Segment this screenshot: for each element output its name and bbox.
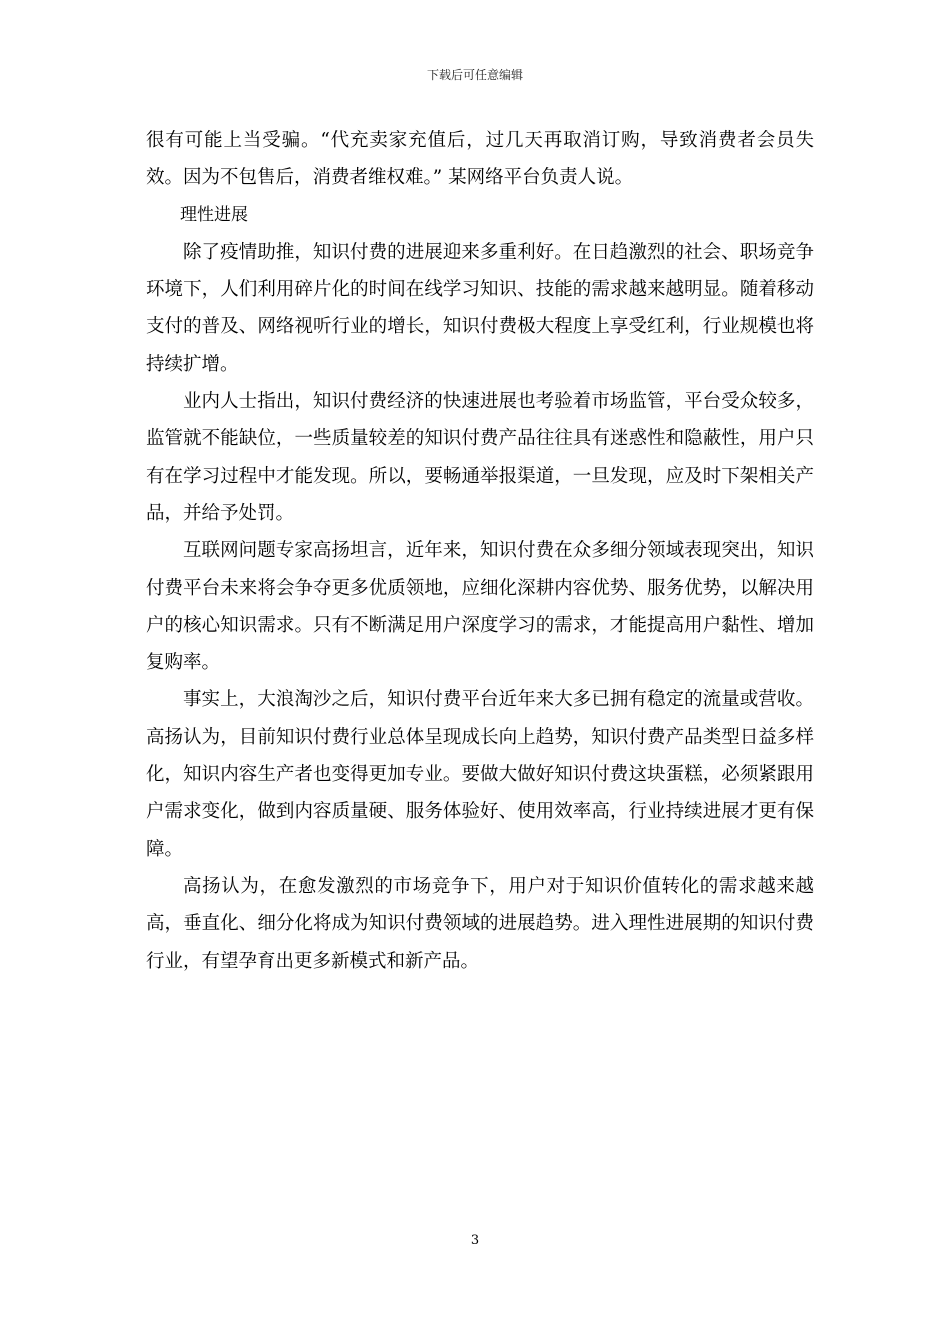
document-body: [146, 122, 814, 980]
page-number: 3: [470, 1233, 480, 1248]
continuation-paragraph: 很有可能上当受骗。“代充卖家充值后，过几天再取消订购，导致消费者会员失效。因为不包售后，消费者维权难。” 某网络平台负责人说。: [146, 130, 814, 189]
section-heading: 理性进展: [180, 204, 248, 225]
body-paragraph: 除了疫情助推，知识付费的进展迎来多重利好。在日趋激烈的社会、职场竞争环境下，人们利用碎片化的时间在线学习知识、技能的需求越来越明显。随着移动支付的普及、网络视听行业的增长，知识付费极大程度上享受红利，行业规模也将持续扩增。: [146, 241, 814, 375]
body-paragraph: 业内人士指出，知识付费经济的快速进展也考验着市场监管，平台受众较多，监管就不能缺位，一些质量较差的知识付费产品往往具有迷惑性和隐蔽性，用户只有在学习过程中才能发现。所以，要畅通举报渠道，一旦发现，应及时下架相关产品，并给予处罚。: [146, 391, 814, 524]
page-header: 下载后可任意编辑: [426, 68, 523, 82]
body-paragraph: 事实上，大浪淘沙之后，知识付费平台近年来大多已拥有稳定的流量或营收。高扬认为，目前知识付费行业总体呈现成长向上趋势，知识付费产品类型日益多样化，知识内容生产者也变得更加专业。要做大做好知识付费这块蛋糕，必须紧跟用户需求变化，做到内容质量硬、服务体验好、使用效率高，行业持续进展才更有保障。: [146, 689, 814, 860]
body-paragraph: 高扬认为，在愈发激烈的市场竞争下，用户对于知识价值转化的需求越来越高，垂直化、细分化将成为知识付费领域的进展趋势。进入理性进展期的知识付费行业，有望孕育出更多新模式和新产品。: [146, 875, 814, 972]
body-paragraph: 互联网问题专家高扬坦言，近年来，知识付费在众多细分领域表现突出，知识付费平台未来将会争夺更多优质领地，应细化深耕内容优势、服务优势，以解决用户的核心知识需求。只有不断满足用户深度学习的需求，才能提高用户黏性、增加复购率。: [146, 540, 814, 674]
